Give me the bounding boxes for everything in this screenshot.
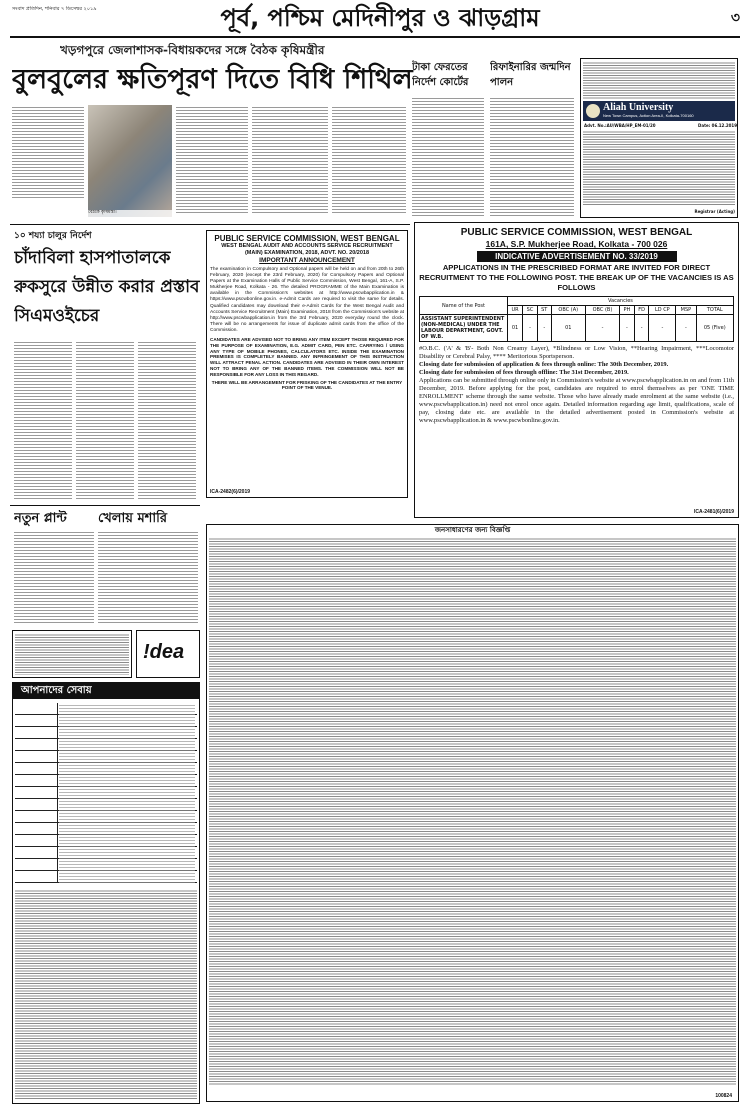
hospital-col1 xyxy=(14,340,72,500)
psc-announcement xyxy=(206,230,408,498)
vac-cell: - xyxy=(585,315,619,342)
vac-cell-post: ASSISTANT SUPERINTENDENT (NON-MEDICAL) UNDER THE LABOUR DEPARTMENT, GOVT. OF W.B. xyxy=(420,315,508,342)
vac-cell: - xyxy=(634,315,649,342)
vacancy-table xyxy=(419,296,734,342)
main-kicker: খড়গপুরে জেলাশাসক-বিধায়কদের সঙ্গে বৈঠক কৃষিমন্ত্রীর xyxy=(60,43,325,57)
vac-col-ur: UR xyxy=(507,306,522,315)
psc-vacancy xyxy=(414,222,739,518)
aliah-signature: Registrar (Acting) xyxy=(694,209,735,214)
aliah-adv-no: Advt. No.:AU/WBA/HP_EM-01/20 xyxy=(584,123,656,128)
aliah-body-text xyxy=(583,130,735,206)
vac-col-obca: OBC (A) xyxy=(551,306,585,315)
main-story-col2 xyxy=(176,105,248,215)
vac-col-fd: FD xyxy=(634,306,649,315)
psc-ann-body: The examination in Compulsory and Optional papers will be held on and from 20th to 26th February, 2020 (except the 23rd February, 2020) for Compulsory Papers and Optional Papers at the Examination Halls of Public Service Commission, West Bengal, 161-A, S.P. Mukherjee Road, Kolkata - 26. The detailed PROGRAMME of the Main Examination is available in the Commission's websites at http://www.pscwbapplication.in & https://www.pscwbonline.gov.in. e-Admit Cards are required to visit the same for details. Qualified candidates may download their e-Admit Cards for the West Bengal Audit and Accounts Service Recruitment (Main) Examination, 2018 from the Commission's website at http://www.pscwbapplication.in from the 3rd February, 2020 everyday round the clock. There will be no arrangements for issue of duplicate admit cards from the office of the Commission. xyxy=(210,267,404,333)
plant-headline: নতুন প্লান্ট xyxy=(14,511,67,526)
vac-cell: - xyxy=(537,315,551,342)
court-story-body xyxy=(412,96,484,216)
psc-vac-intro: APPLICATIONS IN THE PRESCRIBED FORMAT ARE INVITED FOR DIRECT RECRUITMENT TO THE FOLLOWING POST. THE BREAK UP OF THE VACANCIES IS AS FOLLOWS xyxy=(419,263,734,292)
psc-vac-closing1: Closing date for submission of application & fees through online: The 30th December, 2019. xyxy=(419,361,669,368)
plant-body xyxy=(14,530,94,625)
psc-ann-sub2: (MAIN) EXAMINATION, 2018, ADVT. NO. 20/2018 xyxy=(244,250,370,256)
sports-body xyxy=(98,530,198,625)
psc-vac-notes: #O.B.C. ('A' & 'B'- Both Non Creamy Layer), *Blindness or Low Vision, **Hearing Impairment, ***Locomotor Disability or Cerebral Palsy, **** Meritorious Sportsperson. xyxy=(419,345,734,360)
hospital-col2 xyxy=(76,340,134,500)
main-story-col1 xyxy=(12,105,84,200)
idea-ad-text xyxy=(15,633,129,675)
service-directory xyxy=(12,682,200,1104)
service-table-divider xyxy=(57,703,58,883)
psc-ann-title: PUBLIC SERVICE COMMISSION, WEST BENGAL xyxy=(214,234,400,243)
hospital-kicker: ১০ শয্যা চালুর নির্দেশ xyxy=(14,231,92,241)
public-notice xyxy=(206,524,739,1102)
aliah-logo-icon xyxy=(586,104,600,118)
vac-cell: 01 xyxy=(551,315,585,342)
aliah-intro-text xyxy=(583,61,735,99)
sports-headline: খেলায় মশারি xyxy=(98,511,168,526)
masthead-title: পূর্ব, পশ্চিম মেদিনীপুর ও ঝাড়গ্রাম xyxy=(220,4,540,32)
main-story-col3 xyxy=(252,105,328,215)
masthead-rule xyxy=(10,36,740,38)
psc-vac-closing2: Closing date for submission of fees through offline: The 31st December, 2019. xyxy=(419,369,629,376)
page-number: ৩ xyxy=(730,10,740,26)
service-table-text xyxy=(59,703,195,883)
vac-cell: - xyxy=(676,315,696,342)
refinery-headline: রিফাইনারির জন্মদিন পালন xyxy=(490,62,571,88)
main-story-col4 xyxy=(332,105,406,215)
section-rule xyxy=(10,224,410,225)
aliah-date: Date: 06.12.2019 xyxy=(698,123,737,128)
aliah-address: New Town Campus, Action Area-II, Kolkata-700160 xyxy=(603,113,694,118)
psc-vac-code: ICA-2481(6)/2019 xyxy=(693,509,734,515)
vac-col-msp: MSP xyxy=(676,306,696,315)
idea-logo-box xyxy=(136,630,200,678)
table-row xyxy=(420,315,734,342)
psc-ann-warning: CANDIDATES ARE ADVISED NOT TO BRING ANY ITEM EXCEPT THOSE REQUIRED FOR THE PURPOSE OF EXAMINATION, E.G. ADMIT CARD, PEN ETC. CARRYING / USING ANY TYPE OF MOBILE PHONES, CALCULATORS ETC. INSIDE THE EXAMINATION PREMISES IS COMPLETELY BANNED. ANY INFRINGEMENT OF THIS INSTRUCTION WILL ATTRACT PENAL ACTION. CANDIDATES ARE ADVISED IN THEIR OWN INTEREST NOT TO BRING ANY OF THE BANNED ITEMS. THE COMMISSION WILL NOT BE RESPONSIBLE FOR ANY LOSS IN THIS REGARD. xyxy=(210,337,404,377)
vac-col-ldcp: LD CP xyxy=(649,306,676,315)
main-headline: বুলবুলের ক্ষতিপূরণ দিতে বিধি শিথিল xyxy=(12,64,413,95)
vac-col-total: TOTAL xyxy=(696,306,733,315)
vac-col-ph: PH xyxy=(620,306,635,315)
public-notice-body xyxy=(209,537,736,1085)
psc-ann-sub3: IMPORTANT ANNOUNCEMENT xyxy=(259,257,355,264)
vac-col-post: Name of the Post xyxy=(420,297,508,315)
masthead-date: সংবাদ প্রতিদিন, শনিবার ৭ ডিসেম্বর ২০১৯ xyxy=(12,6,97,12)
psc-vac-title: PUBLIC SERVICE COMMISSION, WEST BENGAL xyxy=(460,227,693,238)
vac-cell: - xyxy=(620,315,635,342)
idea-ad-left xyxy=(12,630,132,678)
refinery-story-body xyxy=(490,96,574,216)
psc-ann-code: ICA-2482(6)/2019 xyxy=(210,489,251,495)
court-headline: টাকা ফেরতের নির্দেশ কোর্টের xyxy=(412,62,469,88)
service-listings xyxy=(15,889,197,1099)
service-title: আপনাদের সেবায় xyxy=(13,683,200,699)
vac-cell: 01 xyxy=(507,315,522,342)
psc-vac-body: Applications can be submitted through online only in Commission's website at www.pscwbapplication.in on and from 11th December, 2019. Before applying for the post, candidates are required to enrol themselves as per 'ONE TIME ENROLLMENT' scheme through the same website. Those who have already made enrolment at the same website (i.e., www.pscwbapplication.in) need not enrol once again. Detailed information regarding age limit, qualifications, scale of pay, closing date etc. are available in the detailed advertisement posted in Commission's website at www.pscwbapplication.in & www.pscwbonline.gov.in. xyxy=(419,377,734,424)
hospital-headline: চাঁদাবিলা হাসপাতালকে রুকসুরে উন্নীত করার প্রস্তাব সিএমওইচের xyxy=(14,248,200,326)
vac-col-obcb: OBC (B) xyxy=(585,306,619,315)
hospital-col3 xyxy=(138,340,196,500)
aliah-banner xyxy=(583,101,735,121)
aliah-name: Aliah University xyxy=(603,102,674,113)
idea-logo: !dea xyxy=(143,641,185,663)
aliah-ad xyxy=(580,58,738,218)
psc-vac-adv-no: INDICATIVE ADVERTISEMENT NO. 33/2019 xyxy=(477,251,677,262)
vac-col-st: ST xyxy=(537,306,551,315)
vac-cell: - xyxy=(523,315,538,342)
public-notice-code: 100824 xyxy=(715,1093,732,1099)
vac-col-sc: SC xyxy=(523,306,538,315)
public-notice-title: জনসাধারণের জন্য বিজ্ঞপ্তি xyxy=(434,526,511,534)
vac-cell: - xyxy=(649,315,676,342)
psc-ann-sub1: WEST BENGAL AUDIT AND ACCOUNTS SERVICE RECRUITMENT xyxy=(221,243,393,249)
vac-cell-total: 05 (Five) xyxy=(696,315,733,342)
psc-ann-closing: THERE WILL BE ARRANGEMENT FOR FRISKING OF THE CANDIDATES AT THE ENTRY POINT OF THE VENUE. xyxy=(211,379,403,391)
service-table xyxy=(15,703,197,883)
photo-caption: বৈঠকে কৃষিমন্ত্রী। xyxy=(88,210,172,218)
vac-header-vacancies: Vacancies xyxy=(507,297,733,306)
rule-plant xyxy=(10,505,200,506)
minister-photo xyxy=(88,105,172,217)
psc-vac-address: 161A, S.P. Mukherjee Road, Kolkata - 700 026 xyxy=(485,239,668,249)
